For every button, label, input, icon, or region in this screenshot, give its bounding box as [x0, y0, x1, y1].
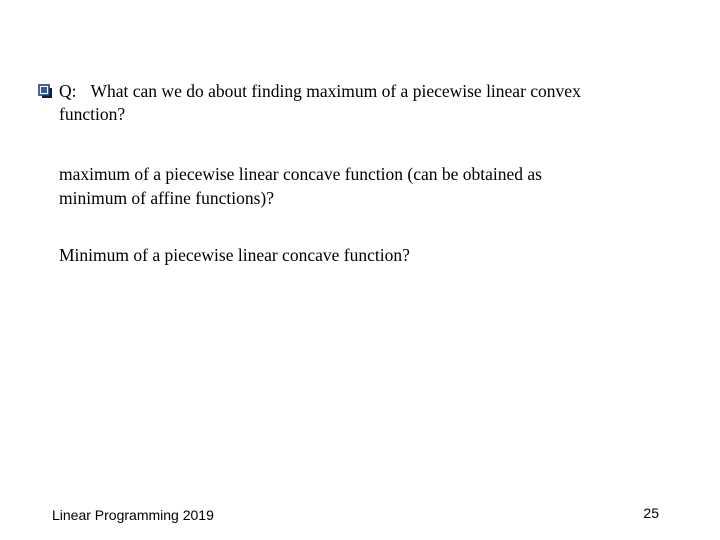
- paragraph-2-line-1: Minimum of a piecewise linear concave function?: [59, 245, 410, 265]
- paragraph-concave-minimum: [59, 243, 659, 267]
- checkbox-square-bullet-icon: [38, 84, 53, 99]
- question-text-line-1: What can we do about finding maximum of a piecewise linear convex: [90, 81, 581, 101]
- question-line-1: [37, 80, 677, 103]
- question-bullet: [37, 80, 677, 126]
- question-text-line-2: function?: [59, 104, 126, 124]
- question-prefix: Q:: [59, 81, 77, 101]
- paragraph-concave-maximum: [59, 162, 659, 210]
- paragraph-1-line-2: minimum of affine functions)?: [59, 188, 274, 208]
- footer-title: Linear Programming 2019: [52, 507, 214, 523]
- question-line-2: [37, 103, 677, 126]
- page-number: 25: [643, 505, 659, 521]
- paragraph-1-line-1: maximum of a piecewise linear concave function (can be obtained as: [59, 164, 542, 184]
